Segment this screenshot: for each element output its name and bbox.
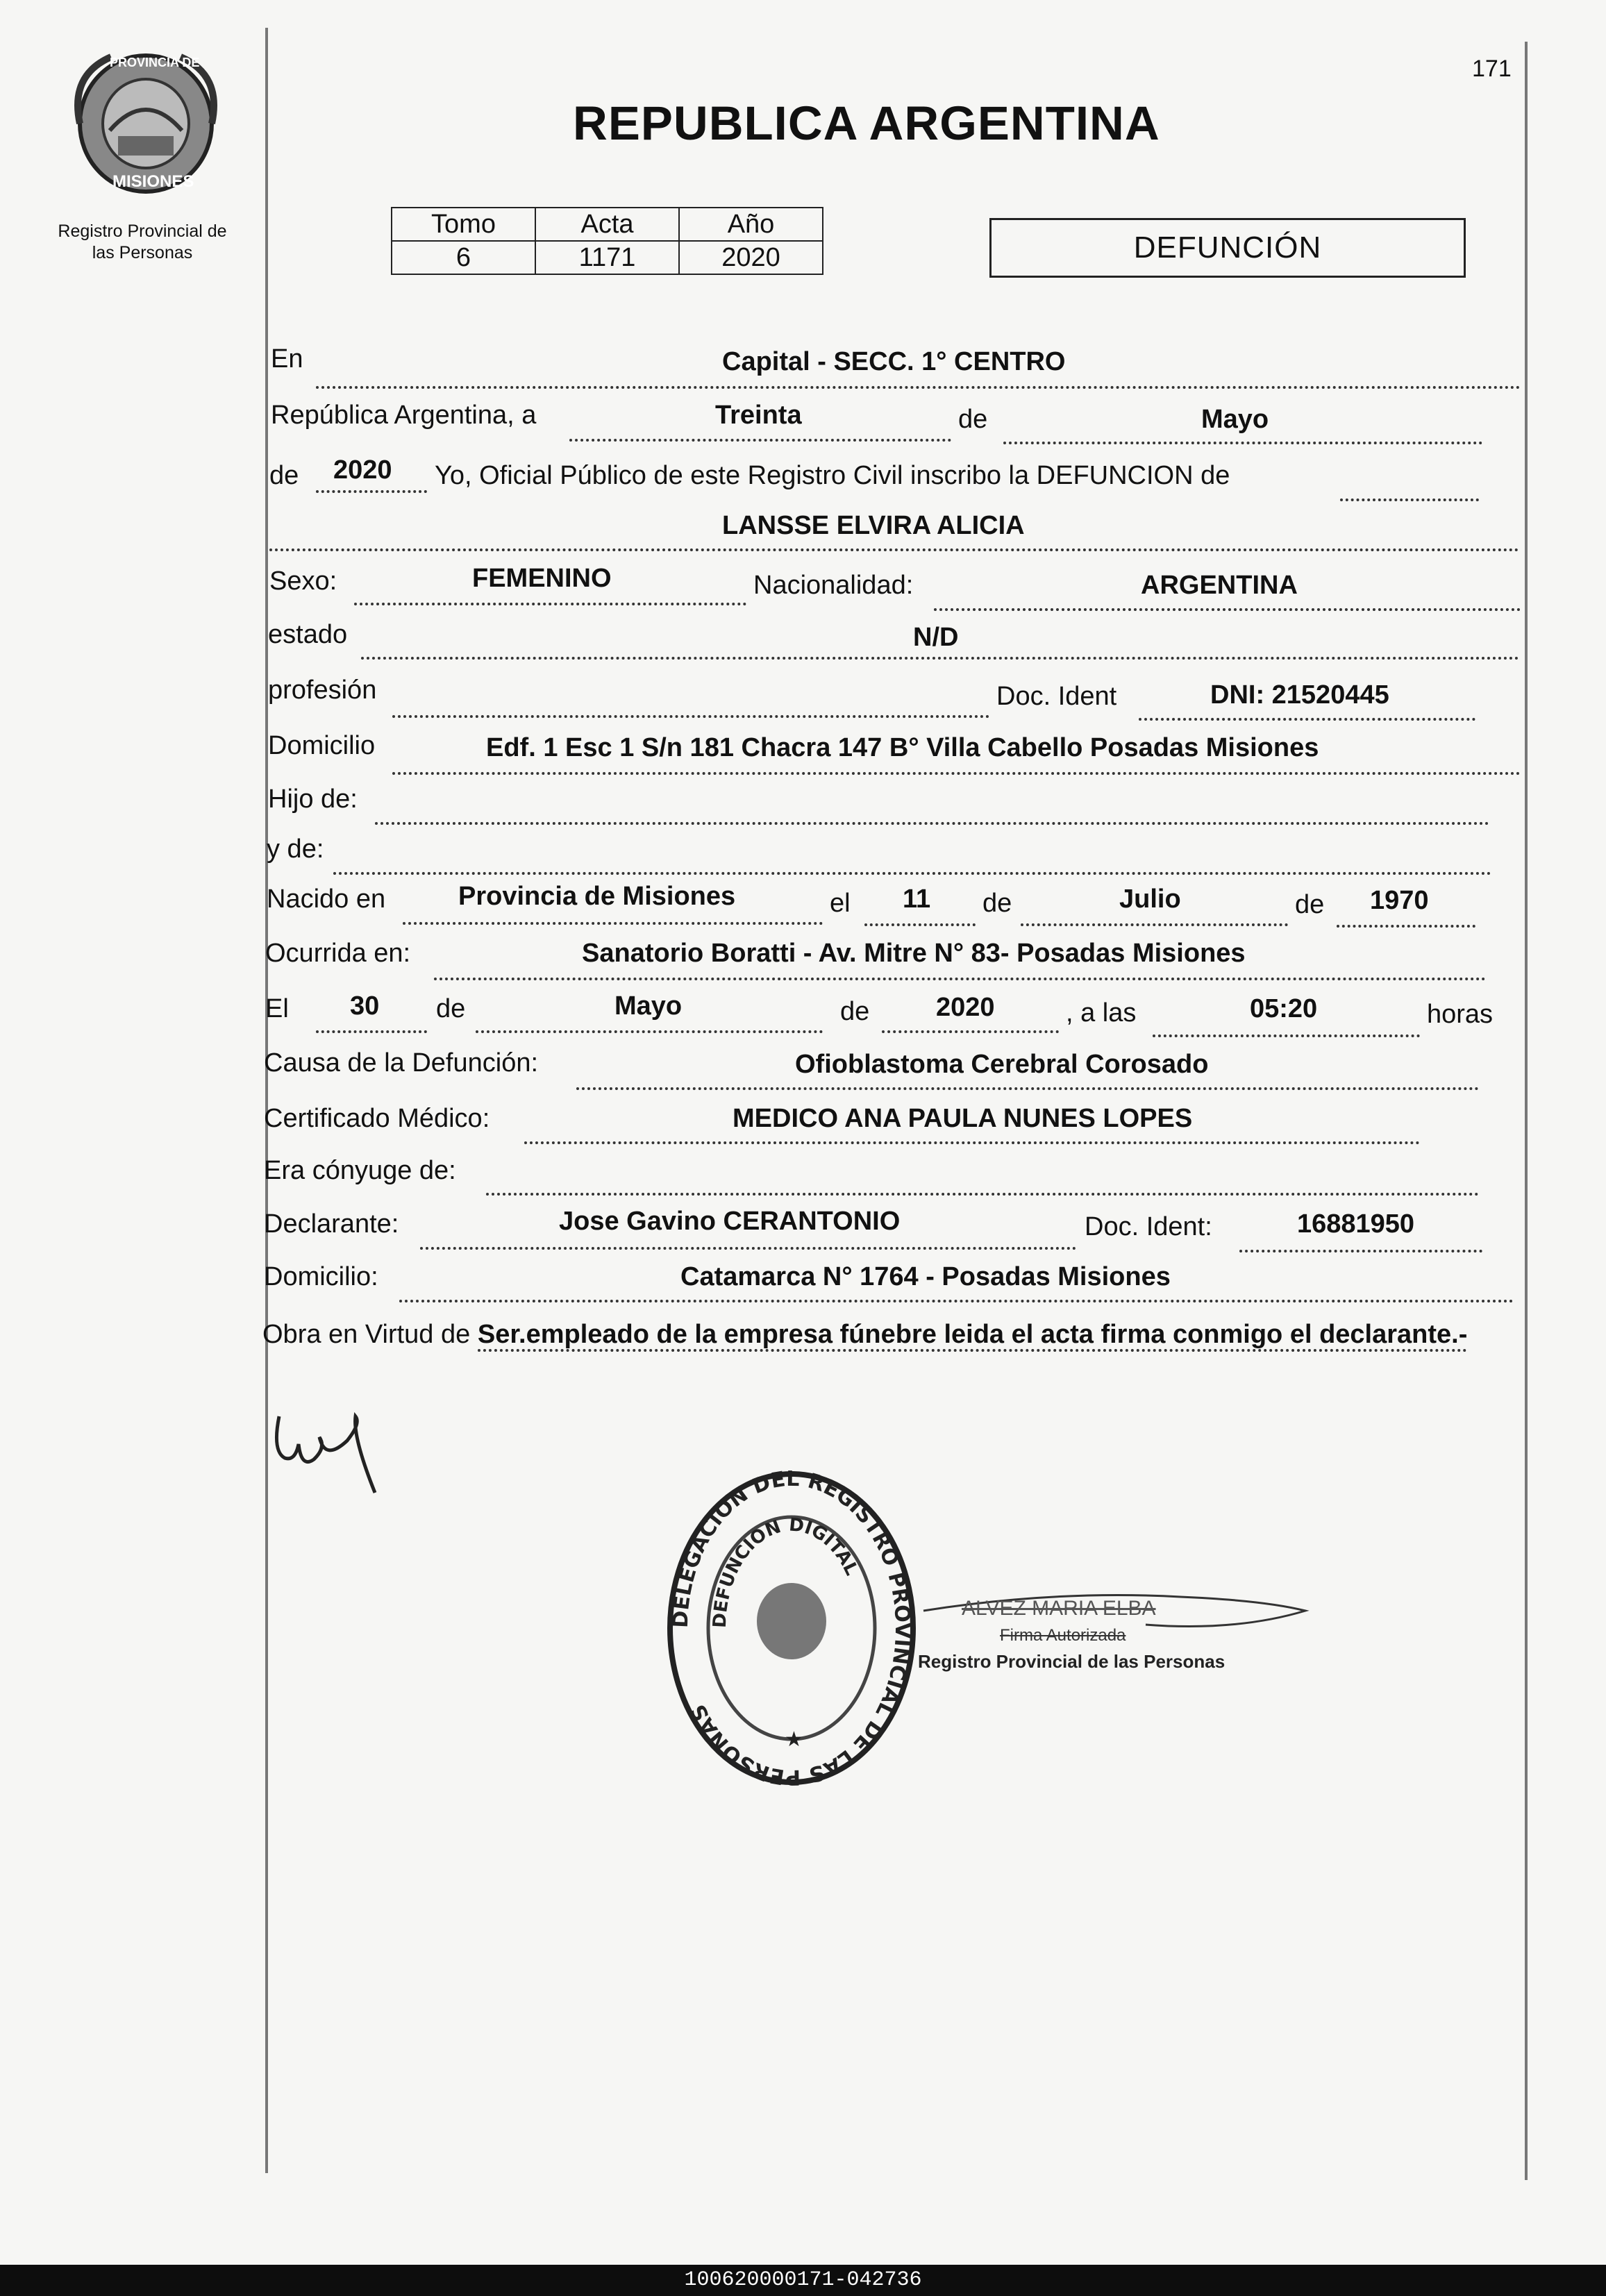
de4-label: de (1295, 890, 1325, 919)
page-number: 171 (1472, 56, 1512, 82)
sexo-label: Sexo: (269, 567, 337, 596)
domicilio-line (392, 772, 1521, 775)
day-text-value: Treinta (715, 401, 802, 430)
doc-ident-label: Doc. Ident (996, 682, 1117, 711)
ocurrida-value: Sanatorio Boratti - Av. Mitre N° 83- Posadas Misiones (582, 939, 1246, 968)
doc2-value: 16881950 (1297, 1209, 1415, 1239)
doc-ident-value: DNI: 21520445 (1210, 680, 1389, 710)
registry-name-line2: las Personas (92, 243, 193, 262)
document-type: DEFUNCIÓN (1133, 231, 1322, 265)
month-value: Mayo (1201, 405, 1269, 434)
document-type-box (989, 218, 1466, 278)
left-margin-line (265, 28, 268, 2173)
hijo-label: Hijo de: (268, 785, 358, 814)
obra-label: Obra en Virtud de (262, 1320, 471, 1349)
place-value: Capital - SECC. 1° CENTRO (722, 347, 1066, 376)
deceased-name: LANSSE ELVIRA ALICIA (722, 511, 1025, 540)
right-margin-line (1525, 42, 1528, 2180)
domicilio2-line (399, 1300, 1514, 1302)
signer-role: Firma Autorizada (1000, 1626, 1126, 1645)
conyuge-label: Era cónyuge de: (264, 1156, 456, 1185)
birth-month-value: Julio (1119, 885, 1181, 914)
birth-day-value: 11 (903, 885, 931, 914)
death-time-line (1153, 1034, 1420, 1037)
ocurrida-label: Ocurrida en: (265, 939, 411, 968)
horas-label: horas (1427, 1000, 1494, 1029)
nacionalidad-line (934, 608, 1521, 611)
stamp-inner-text: DEFUNCION DIGITAL (709, 1514, 862, 1629)
certificado-label: Certificado Médico: (264, 1104, 490, 1133)
death-time-value: 05:20 (1250, 994, 1318, 1023)
official-stamp (660, 1468, 923, 1788)
birth-day-line (864, 923, 976, 926)
hijo-line (375, 822, 1489, 825)
nacionalidad-value: ARGENTINA (1141, 571, 1298, 600)
death-year-value: 2020 (936, 993, 995, 1022)
de3-label: de (982, 889, 1012, 918)
estado-label: estado (268, 620, 348, 649)
republica-label: República Argentina, a (271, 401, 537, 430)
barcode-text: 100620000171-042736 (684, 2268, 922, 2292)
declarante-value: Jose Gavino CERANTONIO (559, 1207, 901, 1236)
inscribo-text: Yo, Oficial Público de este Registro Civil inscribo la DEFUNCION de (435, 461, 1230, 490)
book-header-acta: Acta (535, 208, 679, 241)
domicilio2-label: Domicilio: (264, 1262, 378, 1291)
estado-line (361, 657, 1519, 660)
birth-year-line (1337, 925, 1475, 928)
death-day-value: 30 (350, 991, 380, 1021)
book-reference-table (391, 207, 823, 275)
sexo-value: FEMENINO (472, 564, 612, 593)
el-label: el (830, 889, 851, 918)
causa-value: Ofioblastoma Cerebral Corosado (795, 1050, 1209, 1079)
domicilio-value: Edf. 1 Esc 1 S/n 181 Chacra 147 B° Villa Cabello Posadas Misiones (486, 733, 1319, 762)
birth-year-value: 1970 (1370, 886, 1429, 915)
scan-footer-bar (0, 2265, 1606, 2296)
death-day-line (316, 1030, 427, 1033)
death-year-line (882, 1030, 1059, 1033)
signer-org: Registro Provincial de las Personas (918, 1651, 1226, 1672)
ocurrida-line (434, 978, 1486, 980)
svg-text:★: ★ (785, 1728, 803, 1751)
nacionalidad-label: Nacionalidad: (753, 571, 914, 600)
year-line (316, 490, 427, 493)
death-month-line (476, 1030, 823, 1033)
nacido-line (403, 922, 823, 925)
handwritten-initials (271, 1409, 403, 1500)
de2-label: de (269, 461, 299, 490)
year-value: 2020 (333, 455, 392, 485)
book-header-tomo: Tomo (392, 208, 535, 241)
causa-label: Causa de la Defunción: (264, 1048, 539, 1078)
de5-label: de (436, 994, 466, 1023)
sexo-line (354, 603, 746, 605)
domicilio-label: Domicilio (268, 731, 376, 760)
profesion-line (392, 715, 989, 718)
stamp-outer-text: DELEGACION DEL REGISTRO PROVINCIAL DE LAS PERSONAS (668, 1468, 915, 1788)
book-value-acta: 1171 (535, 241, 679, 274)
domicilio2-value: Catamarca N° 1764 - Posadas Misiones (680, 1262, 1171, 1291)
estado-value: N/D (913, 623, 959, 652)
causa-line (576, 1087, 1479, 1090)
place-line (316, 386, 1521, 389)
registry-name-line1: Registro Provincial de (58, 221, 227, 241)
en-label: En (271, 344, 303, 374)
certificado-value: MEDICO ANA PAULA NUNES LOPES (733, 1104, 1193, 1133)
obra-value: Ser.empleado de la empresa fúnebre leida el acta firma conmigo el declarante.- (478, 1320, 1468, 1352)
day-line (569, 439, 951, 442)
month-line (1003, 442, 1482, 444)
nacido-value: Provincia de Misiones (458, 882, 736, 911)
emblem-text-top: PROVINCIA DE (110, 56, 200, 69)
inscribo-end-line (1340, 498, 1479, 501)
profesion-label: profesión (268, 676, 377, 705)
declarante-label: Declarante: (264, 1209, 399, 1239)
country-title: REPUBLICA ARGENTINA (573, 97, 1160, 150)
obra-paragraph (262, 1316, 1512, 1352)
emblem-text-bottom: MISIONES (112, 172, 194, 191)
yde-label: y de: (267, 835, 324, 864)
book-header-ano: Año (679, 208, 823, 241)
name-line (269, 548, 1519, 551)
doc2-line (1239, 1250, 1482, 1252)
book-value-tomo: 6 (392, 241, 535, 274)
el2-label: El (265, 994, 289, 1023)
nacido-label: Nacido en (267, 885, 386, 914)
doc-ident-line (1139, 718, 1475, 721)
province-emblem (69, 47, 222, 196)
doc2-label: Doc. Ident: (1085, 1212, 1212, 1241)
conyuge-line (486, 1193, 1479, 1196)
signer-name: ALVEZ MARIA ELBA (962, 1597, 1156, 1620)
book-value-ano: 2020 (679, 241, 823, 274)
death-month-value: Mayo (614, 991, 683, 1021)
registry-name (28, 221, 257, 264)
certificado-line (524, 1141, 1420, 1144)
yde-line (333, 872, 1491, 875)
de6-label: de (840, 997, 870, 1026)
alas-label: , a las (1066, 998, 1137, 1028)
birth-month-line (1021, 923, 1288, 926)
de-label: de (958, 405, 988, 434)
declarante-line (420, 1247, 1076, 1250)
